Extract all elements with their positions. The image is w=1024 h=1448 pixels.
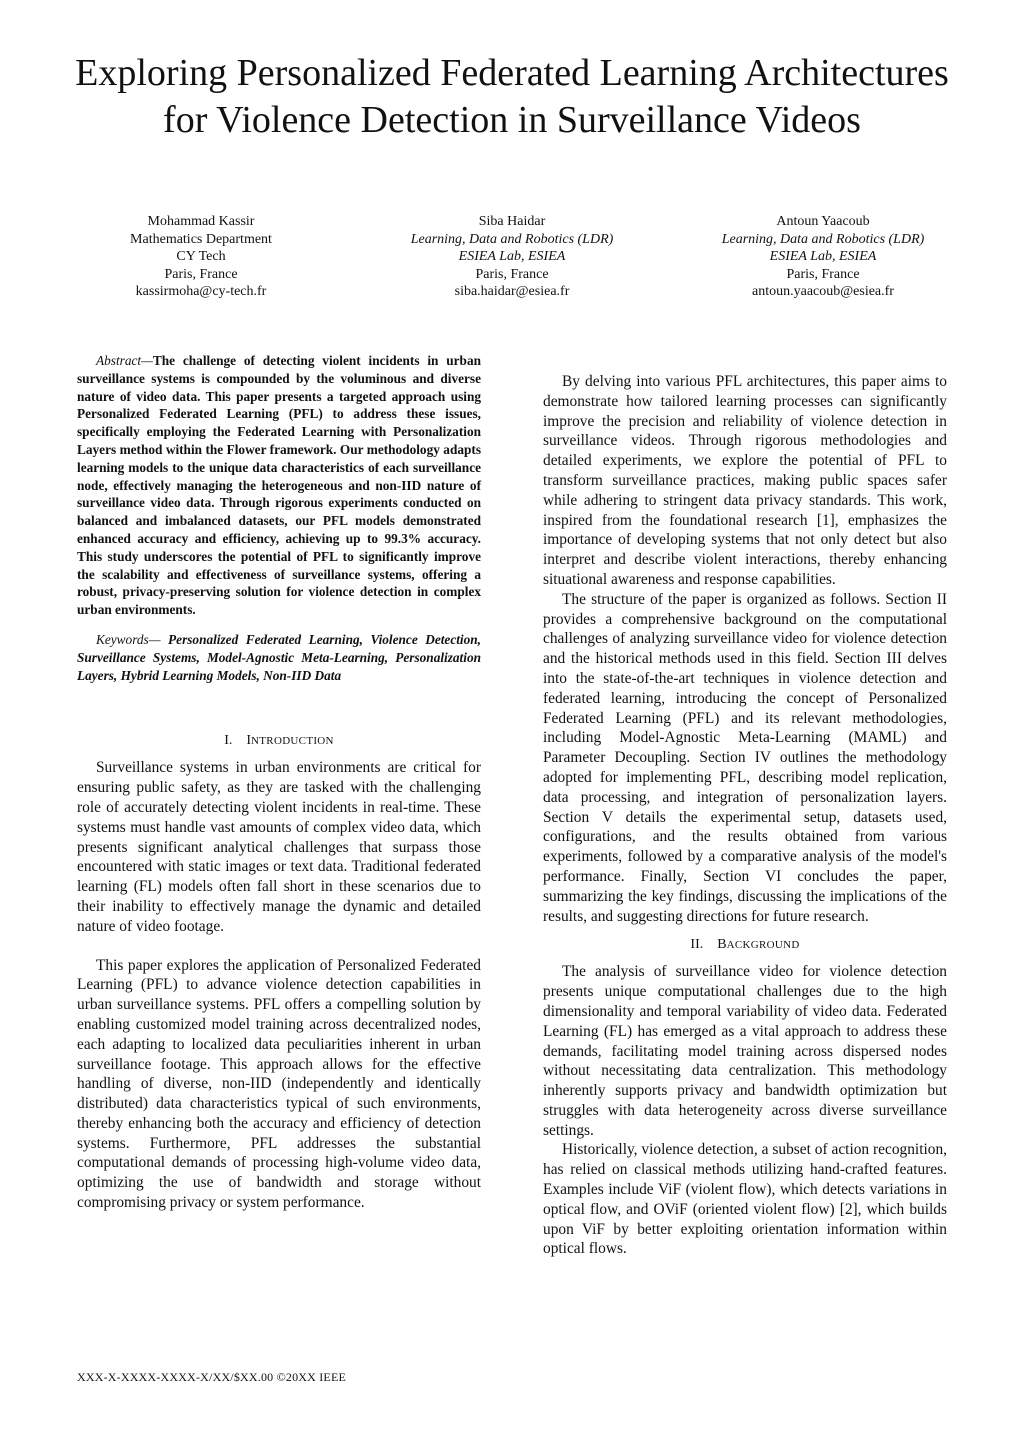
background-paragraph: The analysis of surveillance video for violence detection presents unique computational challenges due to the high dimensionality and temporal variability of video data. Federated Learning (FL) has emerged as a vital approach to address these demands, facilitating model training across dispersed nodes without necessitating data centralization. This methodology inherently supports privacy and bandwidth optimization but struggles with data heterogeneity across diverse surveillance settings. [543, 963, 947, 1139]
author-affiliation: Learning, Data and Robotics (LDR) [410, 231, 614, 247]
background-paragraph: Historically, violence detection, a subset of action recognition, has relied on classical methods utilizing hand-crafted features. Examples include ViF (violent flow), which detects variations in optical flow, and OViF (oriented violent flow) [2], which builds upon ViF by better exploiting orientation information within optical flows. [543, 1141, 947, 1258]
author-1 [51, 213, 351, 301]
section-number: I. [224, 733, 233, 749]
author-affiliation: Mathematics Department [130, 231, 272, 247]
author-affiliation: ESIEA Lab, ESIEA [769, 249, 877, 265]
section-heading-background [543, 936, 947, 954]
section-title-rest: ACKGROUND [726, 939, 800, 952]
author-name: Antoun Yaacoub [776, 214, 870, 229]
intro-paragraph: The structure of the paper is organized as follows. Section II provides a comprehensive background on the computational challenges of analyzing surveillance video for violence detection and the historical methods used in this field. Section III delves into the state-of-the-art techniques in violence detection and federated learning, introducing the concept of Personalized Federated Learning (PFL) and its relevant methodologies, including Model-Agnostic Meta-Learning (MAML) and Parameter Decoupling. Section IV outlines the methodology adopted for implementing PFL, describing model replication, data processing, and integration of personalization layers. Section V details the experimental setup, datasets used, configurations, and the results obtained from various experiments, followed by a comparative analysis of the model's performance. Finally, Section VI concludes the paper, summarizing the key findings, discussing the implications of the results, and suggesting directions for future research. [543, 590, 947, 925]
author-2 [362, 213, 662, 301]
author-name: Mohammad Kassir [147, 214, 255, 229]
section-number: II. [690, 937, 704, 953]
section-title-initial: I [246, 733, 252, 749]
author-affiliation: Learning, Data and Robotics (LDR) [721, 231, 925, 247]
author-location: Paris, France [786, 266, 860, 282]
author-email: antoun.yaacoub@esiea.fr [752, 284, 894, 300]
keywords [77, 631, 481, 684]
author-affiliation: CY Tech [176, 249, 226, 265]
section-title-rest: NTRODUCTION [251, 735, 334, 748]
author-3 [673, 213, 973, 301]
abstract [77, 352, 481, 619]
abstract-text: The challenge of detecting violent incidents in urban surveillance systems is compounded by the voluminous and diverse nature of video data. This paper presents a targeted approach using Personalized Federated Learning (PFL) to address these issues, specifically employing the Federated Learning with Personalization Layers method within the Flower framework. Our methodology adapts learning models to the unique data characteristics of each surveillance node, effectively managing the heterogeneous and non-IID nature of surveillance video data. Through rigorous experiments conducted on balanced and imbalanced datasets, our PFL models demonstrated enhanced accuracy and efficiency, achieving up to 99.3% accuracy. This study underscores the potential of PFL to significantly improve the scalability and effectiveness of surveillance systems, offering a robust, privacy-preserving solution for violence detection in complex urban environments. [77, 353, 481, 618]
author-name: Siba Haidar [478, 214, 546, 229]
section-heading-introduction [77, 732, 481, 750]
copyright-footer: XXX-X-XXXX-XXXX-X/XX/$XX.00 ©20XX IEEE [77, 1370, 347, 1384]
author-email: siba.haidar@esiea.fr [454, 284, 570, 300]
author-affiliation: ESIEA Lab, ESIEA [458, 249, 566, 265]
section-title-initial: B [717, 937, 727, 953]
right-column [543, 372, 947, 1259]
intro-paragraph: By delving into various PFL architectures, this paper aims to demonstrate how tailored learning processes can significantly improve the precision and reliability of violence detection in surveillance videos. Through rigorous methodologies and detailed experiments, we explore the potential of PFL to transform surveillance practices, making public spaces safer while adhering to stringent data privacy standards. This work, inspired from the foundational research [1], emphasizes the importance of developing systems that not only detect but also interpret and describe violent interactions, thereby enhancing situational awareness and response capabilities. [543, 373, 947, 588]
author-location: Paris, France [475, 266, 549, 282]
keywords-text: Personalized Federated Learning, Violence Detection, Surveillance Systems, Model-Agnostic Meta-Learning, Personalization Layers, Hybrid Learning Models, Non-IID Data [77, 631, 481, 683]
author-location: Paris, France [164, 266, 238, 282]
paper-title: Exploring Personalized Federated Learning Architectures for Violence Detection in Surveillance Videos [75, 52, 949, 141]
intro-paragraph: This paper explores the application of Personalized Federated Learning (PFL) to advance violence detection capabilities in urban surveillance systems. PFL offers a compelling solution by enabling customized model training across decentralized nodes, each adapting to localized data peculiarities inherent in urban surveillance footage. This approach allows for the effective handling of diverse, non-IID (independently and identically distributed) data characteristics typical of such environments, thereby enhancing both the accuracy and efficiency of detection systems. Furthermore, PFL addresses the substantial computational demands of processing high-volume video data, optimizing the use of bandwidth and storage without compromising privacy or system performance. [77, 956, 481, 1212]
abstract-label: Abstract— [96, 353, 153, 368]
author-email: kassirmoha@cy-tech.fr [135, 284, 267, 300]
intro-paragraph: Surveillance systems in urban environments are critical for ensuring public safety, as they are tasked with the challenging role of accurately detecting violent incidents in real-time. These systems must handle vast amounts of complex video data, which presents significant analytical challenges that surpass those encountered with static images or text data. Traditional federated learning (FL) models often fall short in these scenarios due to their inability to effectively manage the dynamic and detailed nature of video footage. [77, 759, 481, 935]
keywords-label: Keywords— [96, 631, 161, 647]
left-column [77, 352, 481, 1213]
